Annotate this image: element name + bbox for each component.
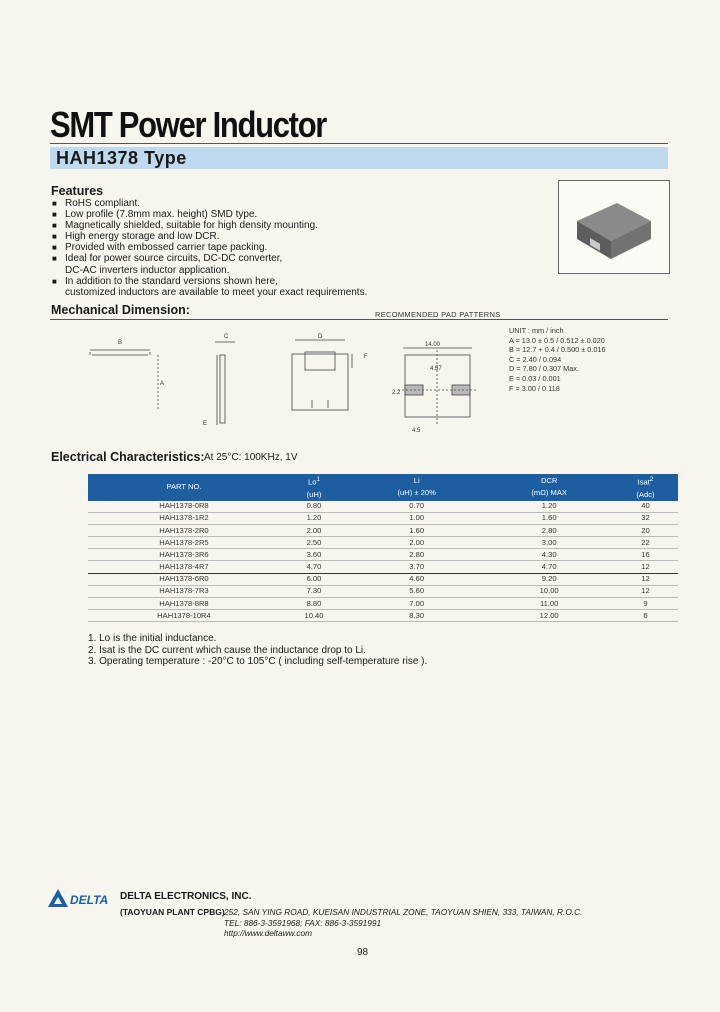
dim-label-b: B <box>118 340 123 346</box>
col-li: Li (uH) ± 20% <box>348 474 485 501</box>
table-row: HAH1378-1R2 1.20 1.00 1.60 32 <box>88 512 678 524</box>
page-number: 98 <box>357 947 369 958</box>
product-photo <box>558 180 670 274</box>
spec-table <box>88 474 678 622</box>
mechanical-heading: Mechanical Dimension: <box>51 303 190 317</box>
dim-label-d: D <box>318 334 323 340</box>
features-heading: Features <box>51 184 104 198</box>
dim-label-e: E <box>203 421 208 427</box>
feature-item-continued: DC-AC inverters inductor application. <box>65 264 230 276</box>
note-item: 2. Isat is the DC current which cause the inductance drop to Li. <box>88 644 366 656</box>
feature-item: ■ RoHS compliant. <box>52 198 141 209</box>
table-row: HAH1378-2R5 2.50 2.00 3.00 22 <box>88 537 678 549</box>
table-row: HAH1378-10R4 10.40 8.30 12.00 6 <box>88 610 678 622</box>
plant-name: (TAOYUAN PLANT CPBG) <box>120 907 225 917</box>
top-view-drawing <box>90 350 158 410</box>
svg-text:DELTA: DELTA <box>70 893 109 907</box>
col-part-no: PART NO. <box>88 474 280 501</box>
test-conditions: At 25°C: 100KHz, 1V <box>204 452 298 463</box>
note-item: 1. Lo is the initial inductance. <box>88 633 217 644</box>
col-isat: Isat$^2$ (Adc) <box>613 474 678 501</box>
mechanical-drawings <box>80 330 480 440</box>
company-name: DELTA ELECTRONICS, INC. <box>120 891 252 902</box>
bullet-icon: ■ <box>52 210 57 220</box>
bullet-icon: ■ <box>52 276 57 286</box>
company-address: 252, SAN YING ROAD, KUEISAN INDUSTRIAL ZONE, TAOYUAN SHIEN, 333, TAIWAN, R.O.C. TEL: 886-3-3591968; FAX: 886-3-3591991 http://www.deltaww.com <box>224 907 583 939</box>
table-row: HAH1378-3R6 3.60 2.80 4.30 16 <box>88 549 678 561</box>
feature-item: ■ Ideal for power source circuits, DC-DC converter, <box>52 253 283 265</box>
dimension-units: UNIT : mm / inch A = 13.0 ± 0.5 / 0.512 ± 0.020 B = 12.7 + 0.4 / 0.500 ± 0.016 C = 2.40 / 0.094 D = 7.80 / 0.307 Max. E = 0.03 / 0.001 F = 3.00 / 0.118 <box>509 326 606 393</box>
delta-logo <box>46 887 118 909</box>
bullet-icon: ■ <box>52 232 57 242</box>
col-dcr: DCR (mΩ) MAX <box>485 474 613 501</box>
dim-label-c: C <box>224 334 229 340</box>
bullet-icon: ■ <box>52 254 57 264</box>
bullet-icon: ■ <box>52 221 57 231</box>
table-row: HAH1378-8R8 8.80 7.00 11.00 9 <box>88 598 678 610</box>
mechanical-rule <box>50 319 668 320</box>
pad-dim-bottom: 4.5 <box>412 428 421 434</box>
note-item: 3. Operating temperature : -20°C to 105°C ( including self-temperature rise ). <box>88 656 428 668</box>
electrical-heading: Electrical Characteristics: <box>51 450 205 464</box>
table-row: HAH1378-2R0 2.00 1.60 2.80 20 <box>88 524 678 536</box>
feature-item: ■ In addition to the standard versions shown here, <box>52 275 278 287</box>
dim-label-f: F <box>364 354 368 360</box>
bullet-icon: ■ <box>52 243 57 253</box>
front-view-drawing <box>292 340 352 410</box>
table-header-row <box>88 474 678 501</box>
page-title: SMT Power Inductor <box>50 104 327 145</box>
table-row: HAH1378-7R3 7.30 5.60 10.00 12 <box>88 585 678 597</box>
feature-item-continued: customized inductors are available to meet your exact requirements. <box>65 286 368 298</box>
table-row: HAH1378-4R7 4.70 3.70 4.70 12 <box>88 561 678 573</box>
website-link[interactable]: http://www.deltaww.com <box>224 928 313 939</box>
bullet-icon: ■ <box>52 199 57 208</box>
inductor-image <box>559 181 669 273</box>
feature-item: ■ High energy storage and low DCR. <box>52 231 220 243</box>
table-row: HAH1378-6R0 6.00 4.60 9.20 12 <box>88 573 678 585</box>
dim-label-a: A <box>160 381 165 387</box>
notes <box>88 633 427 668</box>
type-label: HAH1378 Type <box>56 148 187 168</box>
col-lo: Lo$^1$ (uH) <box>280 474 348 501</box>
side-view-drawing <box>215 342 235 425</box>
pad-dim-top: 14.00 <box>425 342 441 348</box>
pad-pattern-drawing <box>398 348 477 425</box>
title-rule <box>50 143 668 144</box>
pad-dim-inner: 4.57 <box>430 366 442 372</box>
pad-dim-side: 2.2 <box>392 390 401 396</box>
features-list <box>52 198 492 298</box>
table-row: HAH1378-0R8 0.80 0.70 1.20 40 <box>88 501 678 513</box>
pad-patterns-label: RECOMMENDED PAD PATTERNS <box>375 310 501 319</box>
feature-item: ■ Provided with embossed carrier tape packing. <box>52 242 268 254</box>
feature-item: ■ Low profile (7.8mm max. height) SMD type. <box>52 209 258 221</box>
feature-item: ■ Magnetically shielded, suitable for high density mounting. <box>52 220 318 232</box>
